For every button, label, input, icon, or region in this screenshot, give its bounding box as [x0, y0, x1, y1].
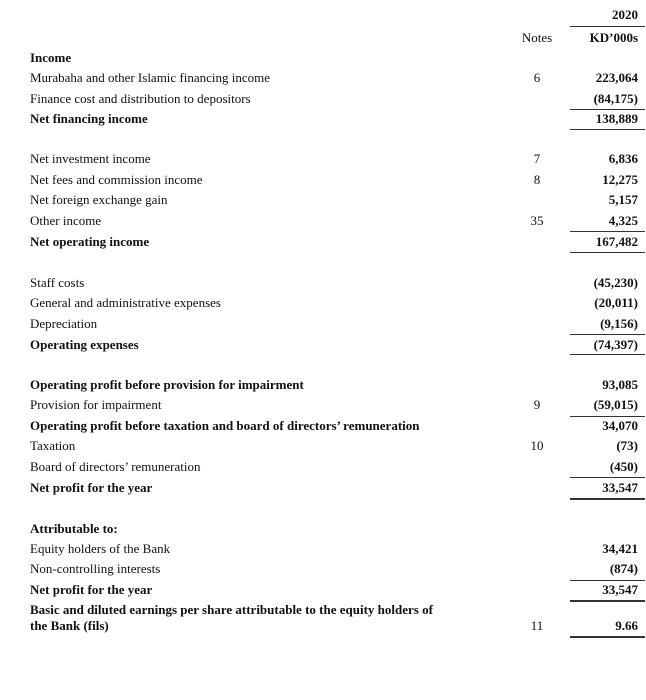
divider	[570, 129, 645, 130]
divider	[570, 416, 645, 417]
row-value: 33,547	[602, 582, 638, 597]
statement-row	[0, 458, 646, 476]
row-note: 35	[530, 213, 544, 228]
statement-row	[0, 520, 646, 538]
statement-row	[0, 171, 646, 189]
statement-row	[0, 274, 646, 292]
statement-row	[0, 294, 646, 312]
row-value: (9,156)	[600, 316, 638, 331]
divider	[570, 600, 645, 602]
header-year-row	[0, 6, 646, 24]
row-value: (84,175)	[593, 91, 638, 106]
row-label: Finance cost and distribution to depositors	[30, 91, 251, 106]
row-value: 33,547	[602, 480, 638, 495]
statement-row	[0, 581, 646, 599]
row-label: Attributable to:	[30, 521, 118, 536]
statement-row	[0, 49, 646, 67]
statement-row	[0, 540, 646, 558]
row-label: Staff costs	[30, 275, 85, 290]
row-label: Provision for impairment	[30, 397, 162, 412]
divider	[570, 354, 645, 355]
statement-row	[0, 191, 646, 209]
row-value: 9.66	[615, 618, 638, 633]
row-label: General and administrative expenses	[30, 295, 221, 310]
row-value: 138,889	[595, 111, 638, 126]
row-label: Non-controlling interests	[30, 561, 161, 576]
statement-row	[0, 479, 646, 497]
row-label: Depreciation	[30, 316, 98, 331]
unit-header: KD’000s	[589, 30, 638, 45]
row-label: Operating expenses	[30, 337, 139, 352]
statement-row	[0, 69, 646, 87]
statement-row	[0, 560, 646, 578]
row-value: (59,015)	[593, 397, 638, 412]
row-label: Taxation	[30, 438, 76, 453]
statement-row	[0, 90, 646, 108]
row-label: Operating profit before taxation and board of directors’ remuneration	[30, 418, 420, 433]
statement-row	[0, 396, 646, 414]
row-label: Net profit for the year	[30, 582, 153, 597]
row-value: 4,325	[608, 213, 638, 228]
notes-header: Notes	[521, 30, 553, 45]
row-value: 223,064	[595, 70, 638, 85]
row-value: (450)	[609, 459, 638, 474]
row-note: 6	[533, 70, 541, 85]
row-value: (74,397)	[593, 337, 638, 352]
divider	[570, 26, 645, 27]
statement-row	[0, 212, 646, 230]
divider	[570, 636, 645, 638]
statement-row	[0, 417, 646, 435]
divider	[570, 109, 645, 110]
divider	[570, 252, 645, 253]
row-label: Net investment income	[30, 151, 151, 166]
row-value: 6,836	[608, 151, 638, 166]
statement-row	[0, 315, 646, 333]
row-label: Operating profit before provision for impairment	[30, 377, 304, 392]
row-note: 11	[530, 618, 544, 633]
divider	[570, 498, 645, 500]
divider	[570, 580, 645, 581]
row-note: 8	[533, 172, 541, 187]
divider	[570, 334, 645, 335]
row-value: 34,421	[602, 541, 638, 556]
row-note: 7	[533, 151, 541, 166]
row-value: (73)	[616, 438, 638, 453]
statement-row	[0, 110, 646, 128]
row-value: (20,011)	[594, 295, 638, 310]
statement-row	[0, 233, 646, 251]
row-value: 93,085	[602, 377, 638, 392]
row-label: Basic and diluted earnings per share attributable to the equity holders of	[30, 602, 433, 617]
row-label: Board of directors’ remuneration	[30, 459, 201, 474]
row-label: Income	[30, 50, 72, 65]
statement-row	[0, 150, 646, 168]
row-note: 10	[530, 438, 544, 453]
row-label: Other income	[30, 213, 102, 228]
header-row	[0, 29, 646, 47]
row-value: (45,230)	[593, 275, 638, 290]
row-label: Net profit for the year	[30, 480, 153, 495]
header-year: 2020	[612, 7, 638, 22]
row-value: 5,157	[608, 192, 638, 207]
row-label: Net financing income	[30, 111, 148, 126]
row-label: Equity holders of the Bank	[30, 541, 171, 556]
divider	[570, 477, 645, 478]
row-label: Murabaha and other Islamic financing income	[30, 70, 271, 85]
row-value: (874)	[609, 561, 638, 576]
row-label: Net foreign exchange gain	[30, 192, 168, 207]
divider	[570, 231, 645, 232]
statement-row	[0, 336, 646, 354]
statement-row	[0, 376, 646, 394]
row-value: 34,070	[602, 418, 638, 433]
row-label: Net operating income	[30, 234, 150, 249]
row-label: the Bank (fils)	[30, 618, 109, 633]
row-note: 9	[533, 397, 541, 412]
statement-row	[0, 437, 646, 455]
row-label: Net fees and commission income	[30, 172, 203, 187]
row-value: 12,275	[602, 172, 638, 187]
statement-row	[0, 617, 646, 635]
row-value: 167,482	[595, 234, 638, 249]
